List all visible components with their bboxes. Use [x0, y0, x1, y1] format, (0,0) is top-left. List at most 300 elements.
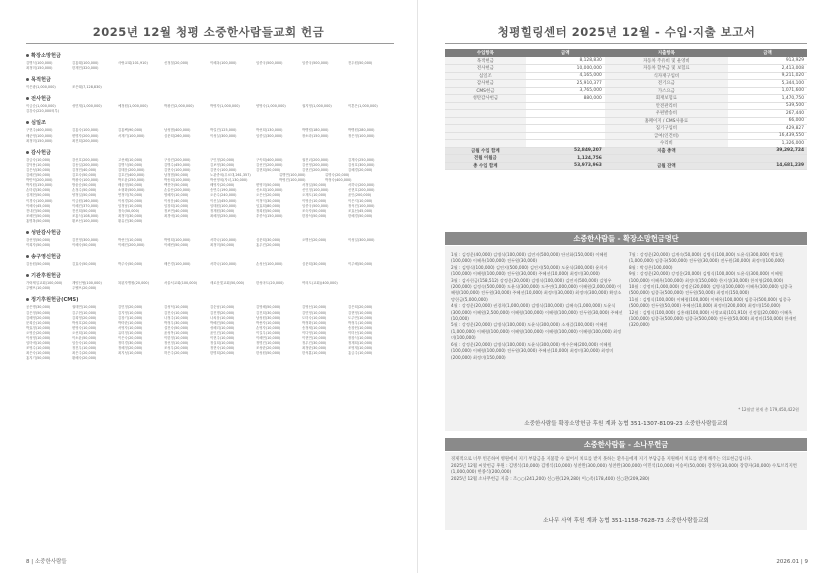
donor-entry: 김현숙(100,000) — [210, 167, 237, 172]
donor-section-label: 전사헌금 — [31, 96, 52, 103]
donor-entry: 이다영(10,000) — [302, 330, 327, 335]
donor-entry: 최정미(50,000) — [210, 243, 235, 248]
donor-entry: 권지영(1,000,000) — [302, 104, 332, 109]
donor-entry: 서정일(50,000) — [302, 183, 327, 188]
donor-entry: 박지원(150,000) — [26, 183, 53, 188]
donor-entry: 김호숙(50,000) — [72, 173, 97, 178]
donor-entry: 신정철(20,000) — [164, 61, 189, 65]
donor-entry: 박병원(280,000) — [348, 128, 375, 133]
donor-entry: 손술산(200,000) — [164, 188, 191, 193]
donor-entry: 조홍식(108,000) — [72, 213, 99, 218]
bullet-icon — [26, 97, 29, 100]
donor-section — [26, 149, 394, 224]
ledger-row — [445, 57, 807, 65]
donor-entry: 김은성(30,000) — [26, 167, 51, 172]
ledger-item: 자동차 주유비 및 운영비 — [605, 57, 728, 65]
donor-entry: 이미선(10,000) — [348, 330, 373, 335]
donor-entry: 박선희(130,000) — [256, 128, 283, 133]
donor-entry: 이현주(10,000) — [210, 336, 235, 340]
donor-entry: 박광숙(100,000) — [72, 178, 99, 183]
donor-entry: 손성선(100,000) — [256, 262, 283, 267]
donor-entry: 이금순(1,000,000) — [26, 104, 56, 109]
donor-entry: 조혜민(50,000) — [26, 213, 51, 218]
donor-entry: 조영수(10,000) — [26, 346, 51, 351]
ledger-item: CMS헌금 — [445, 87, 526, 95]
donor-section — [26, 95, 394, 114]
ledger-row — [445, 110, 807, 118]
donor-entry: 홍명복(50,000) — [26, 218, 51, 223]
donor-entry: 김병식(50,000) — [118, 162, 143, 167]
donor-entry: 이혜연(10,000) — [256, 336, 281, 340]
ledger-amount: 880,000 — [526, 95, 605, 103]
donor-entry: 이은숙(20,000) — [118, 336, 143, 340]
left-page-title: 2025년 12월 청평 소중한사람들교회 헌금 — [92, 25, 325, 39]
donor-entry: 이금원(160,000) — [72, 198, 99, 203]
mission-list-left — [451, 252, 623, 361]
donor-entry: 고선혜(10,000) — [118, 157, 143, 162]
donor-entry: 정현숙(10,000) — [210, 346, 235, 351]
donor-entry: 김진숙(10,000) — [164, 310, 189, 315]
donor-section-title — [26, 253, 394, 260]
donor-entry: 배윤정(50,000) — [118, 183, 143, 188]
ledger-item: 수리비 — [605, 140, 728, 148]
donor-entry: 조은래(7,128,830) — [72, 85, 102, 90]
monthly-donor-line: 2월 : 김병식(100,000) 김연지(500,000) 김연지(50,000) 도윤식(300,000) 윤희자(100,000) 이혜령(100,000) 전두원(30,000) 주혜선(10,000) 최정미(30,000) — [451, 264, 608, 277]
donor-entry-grid — [26, 104, 394, 114]
donor-entry: 류명숙(20,000) — [325, 173, 350, 178]
donor-entry: 박영자(1,000,000) — [210, 104, 240, 109]
ledger-item: 집기구입비 — [605, 125, 728, 133]
pine-offering-text — [451, 457, 801, 483]
donor-entry: 이성실(300,000) — [210, 133, 237, 138]
ledger-item — [445, 117, 526, 125]
donor-entry: 한성마트(20,000) — [256, 281, 284, 286]
donor-entry: 김순남(10,000) — [210, 305, 235, 310]
donor-entry: 정희원(50,000) — [256, 208, 281, 213]
donor-entry: 황보선(100,000) — [72, 218, 99, 223]
donor-entry: 나치웅(10,000) — [210, 315, 235, 320]
donor-entry: 이혜옥(100,000) — [210, 61, 237, 65]
donor-entry: 손정수(50,000) — [72, 188, 97, 193]
ledger-column-header: 지출항목 — [605, 49, 728, 57]
pine-offering-line: 2025년 12월 씨앗헌금 후원 : 김병식(10,000) 김병식(10,000) 성찬완(300,000) 성찬완(300,000) 이민석(10,000) 이승미(50,000) 장정자(30,000) 장향자(30,000) 수토브리지번(1,000,000) 한종식(200,000) — [451, 463, 797, 476]
mission-offering-box — [445, 246, 807, 431]
donor-entry: 박효정(10,000) — [26, 325, 51, 330]
donor-entry: 김태운(200,000) — [118, 167, 145, 172]
bullet-icon — [26, 255, 29, 258]
donor-section-label: 확장소망헌금 — [31, 53, 62, 59]
donor-entry: 소형화(500,000) — [118, 188, 145, 193]
donor-entry: 박혜진(50,000) — [210, 320, 235, 325]
ledger-item: 감사헌금 — [445, 80, 526, 88]
donor-entry: 홍우진(20,000) — [256, 243, 281, 248]
donor-entry: 심문희(30,000) — [302, 262, 327, 267]
ledger-amount: 2,413,008 — [728, 65, 807, 73]
donor-entry: 박미란(10,000) — [118, 320, 143, 325]
ledger-item — [445, 102, 526, 110]
donor-entry: 김동원(50,000) — [26, 262, 51, 267]
ledger-amount: 9,211,020 — [728, 72, 807, 80]
donor-entry-grid — [26, 262, 394, 267]
donor-entry: 연정미(70,000) — [118, 193, 143, 198]
ledger-item: 총 수입 합계 — [445, 162, 526, 170]
ledger-amount: 10,000,000 — [526, 65, 605, 73]
donor-entry: 최정미(30,000) — [118, 213, 143, 218]
donor-entry: 최경애(10,000) — [164, 213, 189, 218]
ledger-row — [445, 87, 807, 95]
donor-entry: 배준영(100,000) — [26, 133, 53, 138]
donor-entry: 박정우(30,000) — [164, 320, 189, 325]
donor-entry: 조숙자(50,000) — [302, 208, 327, 213]
ledger-amount — [526, 132, 605, 140]
donor-entry: 심문희(30,000) — [256, 237, 281, 242]
ledger-item: 홈페이지 / CMS사용료 — [605, 117, 728, 125]
ledger-row — [445, 140, 807, 148]
donor-entry: 김민정(20,000) — [118, 305, 143, 310]
donor-entry: 황유진(30,000) — [118, 218, 143, 223]
page-number-left: 8 | 소중한사람들 — [26, 559, 67, 565]
monthly-donor-line: 12월 : 김병식(100,000) 김홍래(100,000) 사랑교회(101,910) 신정철(20,000) 이혜옥(100,000) 임종국(500,000) 임종국(500,000) 전두원(50,000) 최정미(150,000) 한재민(320,000) — [629, 309, 797, 328]
donor-entry: 서하나(200,000) — [348, 183, 375, 188]
donor-entry: 조성란(20,000) — [256, 346, 281, 351]
mission-total-note: * 12월말 현재 총 179,450,422원 — [738, 407, 799, 412]
donor-entry: 강선영(50,000) — [26, 237, 51, 242]
donor-entry: 임종일(300,000) — [256, 133, 283, 138]
donor-entry: 박병렬(180,000) — [302, 128, 329, 133]
ledger-column-header: 수입항목 — [445, 49, 526, 57]
ledger-item — [445, 140, 526, 148]
donor-entry: 김동일(200,000) — [72, 162, 99, 167]
donor-entry: 박영진(100,000) — [279, 178, 306, 183]
donor-entry: 한재민(320,000) — [72, 66, 99, 71]
ledger-column-header: 금액 — [728, 49, 807, 57]
bullet-icon — [26, 78, 29, 81]
donor-entry: 한혜경(50,000) — [348, 213, 373, 218]
donor-entry: 방윤순(50,000) — [72, 183, 97, 188]
ledger-column-header: 금액 — [526, 49, 605, 57]
donor-entry: 정혜정(20,000) — [118, 346, 143, 351]
donor-entry: 이길우(10,000) — [256, 330, 281, 335]
ledger-summary-row — [445, 162, 807, 170]
donor-entry: 최지성(10,000) — [118, 351, 143, 356]
donor-entry: 전신희(50,000) — [72, 208, 97, 213]
donor-entry: 박도윤(250,000) — [118, 178, 145, 183]
ledger-amount: 913,929 — [728, 57, 807, 65]
donor-entry: 김보영(30,000) — [210, 162, 235, 167]
donor-section-title — [26, 272, 394, 279]
donor-entry: 공은명(30,000) — [26, 305, 51, 310]
donor-entry: 이성일(300,000) — [348, 237, 375, 242]
ledger-amount: 429,827 — [728, 125, 807, 133]
donor-entry: 김현영(10,000) — [348, 310, 373, 315]
pine-account: 소나무 사역 후원 계좌 농협 351-1158-7628-73 소중한사람들교회 — [543, 518, 709, 524]
donor-section-label: 기관후원헌금 — [31, 273, 62, 280]
donor-entry: 이주혜(50,000) — [348, 262, 373, 267]
mission-list-right — [629, 252, 801, 361]
donor-entry: 오재도(10,000) — [302, 193, 327, 198]
donor-entry: 유미정(10,000) — [118, 330, 143, 335]
donor-entry: 흥금주(10,000) — [348, 351, 373, 356]
donor-entry: 임종국(500,000) — [302, 61, 329, 65]
donor-entry: 정보연(40,000) — [164, 208, 189, 213]
donor-entry: 박용자(10,000) — [256, 320, 281, 325]
donor-entry: 오은선(20,000) — [256, 193, 281, 198]
donor-entry: 김호진(400,000) — [118, 173, 145, 178]
donor-entry: 임효희(80,000) — [256, 203, 281, 208]
donor-entry-grid — [26, 281, 394, 291]
donor-entry: 정은정(100,000) — [348, 133, 375, 138]
ledger-amount: 5,344,100 — [728, 80, 807, 88]
donor-entry: 윤인진(10,000) — [210, 330, 235, 335]
donor-entry: 박광진(2,000,000) — [164, 104, 194, 109]
donor-entry: 김정민(40,000) — [72, 167, 97, 172]
donor-entry: 정진우(10,000) — [72, 346, 97, 351]
donor-entry: 강금숙(10,000) — [26, 157, 51, 162]
donor-entry: 최은주(20,000) — [72, 351, 97, 356]
donor-entry: 신소희(100,000) — [256, 188, 283, 193]
donor-entry: 남정범(50,000) — [164, 173, 189, 178]
donor-entry: 임태원(100,000) — [210, 203, 237, 208]
monthly-donor-line: 10월 : 강정미(1,000,000) 강정운(20,000) 김병식(100,000) 이혜옥(100,000) 임종국(500,000) 임종국(500,000) 전두원(50,000) 최정미(150,000) — [629, 284, 793, 296]
donor-entry: 김혜진(50,000) — [26, 173, 51, 178]
ledger-amount — [526, 102, 605, 110]
donor-entry: 이혼은(1,000,000) — [348, 104, 378, 109]
ledger-item: 자동차 할부금 및 보험료 — [605, 65, 728, 73]
right-page — [418, 0, 835, 573]
donor-entry: 최정란(30,000) — [302, 346, 327, 351]
mission-offering-banner: 소중한사람들 - 확장소망헌금명단 — [445, 232, 807, 245]
donor-entry: 이희자(50,000) — [26, 243, 51, 248]
monthly-donor-line: 6월 : 강정운(20,000) 김병식(100,000) 도윤식(300,000) 예수은혜(200,000) 이혜원(100,000) 이혜령(100,000) 전두원(30,000) 주혜선(10,000) 최정미(30,000) 최정미(200,000) 최정미(150,000) — [451, 341, 614, 360]
donor-entry: 이성영(10,000) — [26, 336, 51, 340]
donor-entry: 한창석(50,000) — [302, 213, 327, 218]
ledger-amount: 539,500 — [728, 102, 807, 110]
donor-section-label: 정기후원헌금(CMS) — [31, 297, 79, 304]
donor-entry: 정무진(30,000) — [302, 341, 327, 346]
donor-entry: 가락제일교회(100,000) — [26, 281, 63, 286]
monthly-donor-line: 7월 : 강정운(20,000) 김계숙(50,000) 김병식(100,000) 도윤식(300,000) 박효원(1,000,000) 임종국(500,000) 전두원(30,000) 전두원(30,000) 최정미(100,000) — [629, 252, 785, 264]
pine-offering-banner: 소중한사람들 - 소나무헌금 — [445, 438, 807, 451]
donor-entry-grid — [26, 305, 394, 361]
donor-entry: 김현숙(100,000) — [164, 167, 191, 172]
ledger-amount: 53,973,963 — [526, 162, 605, 170]
donor-entry: 한명희(20,000) — [210, 351, 235, 356]
donor-section — [26, 52, 394, 71]
donor-entry: 구인정(20,000) — [210, 157, 235, 162]
ledger-amount — [526, 117, 605, 125]
donor-entry: 김현희(50,000) — [256, 167, 281, 172]
donor-entry: 전두원(50,000) — [348, 61, 373, 65]
donor-entry: 손미령(30,000) — [26, 188, 51, 193]
donor-entry: 김덕용(10,000) — [26, 162, 51, 167]
donor-entry: 구속희(400,000) — [256, 157, 283, 162]
donor-entry: 김강숙(220,000외부) — [26, 109, 60, 114]
donor-entry: 이경숙(100,000) — [26, 198, 53, 203]
donor-entry: 도주연(10,000) — [348, 315, 373, 320]
donor-entry: 조성우(20,000) — [164, 346, 189, 351]
donor-entry: 김진영(300,000) — [72, 237, 99, 242]
donor-entry: 심문희(260,000) — [164, 133, 191, 138]
ledger-amount: 267,440 — [728, 110, 807, 118]
donor-entry: 주헬브(10,000) — [26, 286, 51, 291]
donor-section-title — [26, 119, 394, 126]
donor-entry: 주헬브(20,000) — [72, 286, 97, 291]
title-divider — [26, 43, 394, 44]
donor-entry: 정재희(10,000) — [348, 341, 373, 346]
ledger-item: 가스요금 — [605, 87, 728, 95]
donor-entry: 오영순(20,000) — [26, 330, 51, 335]
donor-entry: 한성원(50,000) — [256, 351, 281, 356]
income-expense-table — [445, 49, 807, 170]
donor-entry: 정선정(10,000) — [164, 341, 189, 346]
donor-entry: 임승숙(10,000) — [72, 341, 97, 346]
ledger-summary-row — [445, 155, 807, 163]
donor-entry: 김홍팩(90,000) — [118, 128, 143, 133]
donor-entry: 남성범(400,000) — [164, 128, 191, 133]
monthly-donor-line: 5월 : 강정운(20,000) 김병식(100,000) 도윤식(300,000) 소재길(100,000) 이혜원(1,000,000) 이혜령(100,000) 이혜영(100,000) 이혜령(100,000) 이혜령(100,000) 최정미(100,000) — [451, 322, 622, 341]
donor-entry: 황혜숙(20,000) — [72, 356, 97, 361]
title-divider — [445, 43, 807, 44]
pine-offering-line: 2025년 12월 소나무헌금 지출 : 조○○(241,200) 신○원(129,280) 이○옥(178,400) 신○환(209,280) — [451, 476, 650, 482]
donor-entry: 이혜빈(50,000) — [164, 243, 189, 248]
ledger-item: 십일조 — [445, 72, 526, 80]
donor-entry: 이혜진(200,000) — [118, 243, 145, 248]
donor-entry: 오병선(20,000) — [302, 237, 327, 242]
donor-entry: 백진아(50,000) — [164, 183, 189, 188]
donor-entry: 한석훈(10,000) — [302, 351, 327, 356]
ledger-row — [445, 125, 807, 133]
ledger-item: 금월 수입 합계 — [445, 147, 526, 155]
donor-entry: 장소라(150,000) — [302, 133, 329, 138]
ledger-row — [445, 65, 807, 73]
donor-entry: 박만덕(200,000) — [26, 178, 53, 183]
donor-section — [26, 253, 394, 267]
monthly-donor-line: 11월 : 김병식(100,000) 이혜령(100,000) 이혜옥(100,000) 임종국(500,000) 임종국(500,000) 전두원(50,000) 주혜선(10,000) 최정미(200,000) 최정미(150,000) — [629, 296, 791, 309]
donor-entry: 서하나(100,000) — [210, 262, 237, 267]
right-page-title: 청평힐링센터 2025년 12월 - 수입·지출 보고서 — [497, 25, 756, 39]
ledger-row — [445, 72, 807, 80]
donor-section — [26, 229, 394, 248]
donor-section-title — [26, 296, 394, 303]
donor-entry: 이성경(20,000) — [118, 198, 143, 203]
donor-entry: 김지영(10,000) — [118, 310, 143, 315]
ledger-item: 전사헌금 — [445, 65, 526, 73]
ledger-item: 급여(인건비) — [605, 132, 728, 140]
bullet-icon — [26, 151, 29, 154]
donor-entry: 최혜정(250,000) — [210, 213, 237, 218]
donor-entry: 김진희(30,000) — [256, 310, 281, 315]
donor-entry: 정재원(30,000) — [210, 208, 235, 213]
donor-entry: 정숙(50,000) — [118, 208, 140, 213]
donor-entry: 송정채(10,000) — [302, 325, 327, 330]
bullet-icon — [26, 274, 29, 277]
donor-entry: 이혜숙(45,000) — [26, 203, 51, 208]
donor-entry: 김혜경(20,000) — [348, 167, 373, 172]
donor-entry: 류병연(100,000) — [279, 173, 306, 178]
ledger-amount: 8,128,830 — [526, 57, 605, 65]
ledger-amount: 16,439,550 — [728, 132, 807, 140]
donor-entry: 정명진(10,000) — [256, 341, 281, 346]
donor-entry: 김주현(10,000) — [72, 310, 97, 315]
ledger-item: 전기요금 — [605, 80, 728, 88]
ledger-amount: 52,849,207 — [526, 147, 605, 155]
donor-entry: 김효숙(50,000) — [72, 262, 97, 267]
monthly-donor-line: 4월 : 강정운(20,000) 권경희(1,000,000) 김병식(100,000) 김혜숙(1,000,000) 도윤식(300,000) 이혜원(2,500,000) 이혜령(100,000) 이혜령(100,000) 전두원(30,000) 주혜선(10,000) — [451, 303, 623, 322]
pine-offering-line: 경제적으로 너무 빈곤하여 병원에서 지기 부담금을 지불할 수 없어서 치료를 받지 못하는 환우들에게 지기 부담금을 지원해서 치료를 받게 해주는 의료헌금입니다. — [451, 457, 753, 462]
donor-entry: 여의도(교회)(400,000) — [302, 281, 338, 286]
donor-entry: 추종석(150,000) — [256, 213, 283, 218]
donor-entry: 이은지(10,000) — [348, 198, 373, 203]
donor-entry: 김영혜(50,000) — [256, 305, 281, 310]
donor-entry: 이신실(450,000) — [210, 198, 237, 203]
ledger-item — [445, 110, 526, 118]
donor-entry: 임미애(10,000) — [26, 341, 51, 346]
donor-entry: 예정원(1,000,000) — [118, 104, 148, 109]
donor-entry: 이한정(10,000) — [164, 336, 189, 340]
ledger-item — [445, 132, 526, 140]
donor-entry: 최은숙(10,000) — [26, 351, 51, 356]
donor-entry: 박주숙(50,000) — [118, 262, 143, 267]
ledger-item — [445, 125, 526, 133]
donor-entry: 사랑교회(101,910) — [118, 61, 148, 65]
donor-entry: 김은희(20,000) — [348, 305, 373, 310]
donor-entry: 최정미(150,000) — [26, 138, 53, 143]
ledger-item: 목적헌금 — [445, 57, 526, 65]
ledger-amount: 1,326,000 — [728, 140, 807, 148]
donor-entry: 허은주(20,000) — [164, 351, 189, 356]
donor-entry: 박영희(100,000) — [164, 237, 191, 242]
ledger-amount: 1,071,600 — [728, 87, 807, 95]
donor-entry: 강신호(200,000) — [72, 157, 99, 162]
ledger-item: 식자재구입비 — [605, 72, 728, 80]
donor-entry: 이성운(40,000) — [164, 198, 189, 203]
donor-entry: 오운수(240,000) — [210, 193, 237, 198]
donor-entry: 김홍숙(100,000) — [72, 128, 99, 133]
donor-entry: 손영자(10,000) — [256, 325, 281, 330]
donor-entry: 이정익(30,000) — [256, 198, 281, 203]
donor-entry: 홍지기(50,000) — [26, 356, 51, 361]
donor-entry: 변명자(200,000) — [72, 133, 99, 138]
ledger-row — [445, 95, 807, 103]
donor-section-label: 목적헌금 — [31, 77, 52, 84]
donor-entry: 성혜리(10,000) — [210, 325, 235, 330]
donor-entry: 양정일(50,000) — [72, 193, 97, 198]
monthly-donor-line: 3월 : 감사헌금(158,512) 강정운(20,000) 김병식(100,000) 김연지(500,000) 김영우(200,000) 김정숙(500,000) 도윤식(300,000) 도주연(1,000,000) 이혜원(2,000,000) 이혜령(100,000) 전두원(30,000) 주혜선(10,000) 최정미(30,000) 최정미(300,000) 확장소망헌금(5,000,000) — [451, 277, 622, 302]
donor-entry: 임종국(500,000) — [302, 203, 329, 208]
ledger-item: 우편발송비 — [605, 110, 728, 118]
donor-section-title — [26, 95, 394, 102]
donor-entry: 새로운빛교회(50,000) — [210, 281, 245, 286]
monthly-donor-line: 8월 : 박성은(100,000) — [629, 264, 673, 270]
donor-entry: 구현주(400,000) — [26, 128, 53, 133]
donor-entry-grid — [26, 128, 394, 143]
donor-entry: 박길진(125,000) — [210, 128, 237, 133]
donor-entry: 김계숙(250,000) — [348, 157, 375, 162]
ledger-item — [605, 155, 728, 163]
donor-entry: 구상진(200,000) — [164, 157, 191, 162]
donor-entry: 권태연(10,000) — [72, 305, 97, 310]
pine-offering-box — [445, 452, 807, 530]
monthly-donor-line: 1월 : 김정운(40,000) 김병식(100,000) 김연지(500,000) 단선화(150,000) 이혜원(100,000) 이혜옥(100,000) 전두원(30,000) — [451, 252, 608, 264]
donor-entry: 송창헌(10,000) — [348, 325, 373, 330]
donor-entry: 김병식(100,000) — [26, 61, 53, 65]
donor-entry: 김영선(10,000) — [302, 305, 327, 310]
donor-entry: 도미숙(10,000) — [302, 315, 327, 320]
donor-entry: 박선영외(자녀,130,000) — [210, 178, 248, 183]
left-page — [0, 0, 417, 573]
donor-entry: 양영숙(1,000,000) — [256, 104, 286, 109]
donor-entry-grid — [26, 158, 394, 224]
